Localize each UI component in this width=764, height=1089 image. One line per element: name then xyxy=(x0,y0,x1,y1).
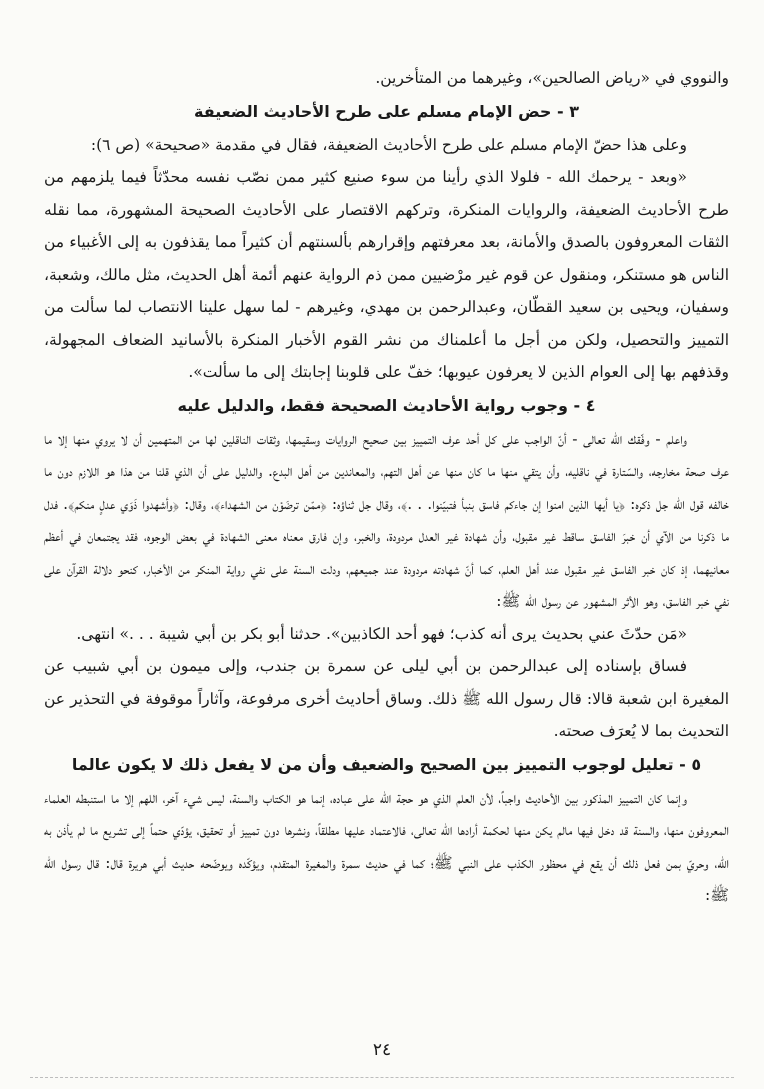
section-heading-4: ٤ - وجوب رواية الأحاديث الصحيحة فقط، والدليل عليه xyxy=(177,395,596,415)
paragraph-muslim-intro: وعلى هذا حضّ الإمام مسلم على طرح الأحاديث الضعيفة، فقال في مقدمة «صحيحة» (ص ٦): xyxy=(90,135,687,154)
bottom-dashed-divider xyxy=(30,1077,734,1078)
paragraph-obligation: واعلم - وفّقك الله تعالى - أنّ الواجب على كل أحد عرف التمييز بين صحيح الروايات وسقيمها، وثقات الناقلين لها من المتهمين أن لا يروي منها إلا ما عرف صحة مخارجه، والسّتارة في ناقليه، وأن يتقي منها ما كان منها عن أهل التهم، والمعاندين من أهل البدع. والدليل على أن الذي قلنا من هذا هو اللازم دون ما خالفه قول الله جل ذكره: ﴿يا أيها الذين امنوا إن جاءكم فاسق بنبأ فتبيّنوا. . .﴾، وقال جل ثناؤه: ﴿ممّن ترضَوْن من الشهداء﴾، وقال: ﴿وأشهدوا ذَوَي عدلٍ منكم﴾. فدل ما ذكرنا من الآي أن خبرَ الفاسق ساقط غير مقبول، وأن شهادة غير العدل مردودة، والخبر، وإن فارق معناه معنى الشهادة في بعض الوجوه، فقد يجتمعان في أعظم معانيهما، إذ كان خبر الفاسق غير مقبول عند أهل العلم، كما أنّ شهادته مردودة عند جميعهم، ودلت السنة على نفي رواية المنكر من الأخبار، كنحو دلالة القرآن على نفي خبر الفاسق، وهو الأثر المشهور عن رسول الله ﷺ: xyxy=(44,429,729,610)
paragraph-reasoning: وإنما كان التمييز المذكور بين الأحاديث واجباً، لأن العلم الذي هو حجة الله على عباده، إنما هو الكتاب والسنة، ليس شيء آخر، اللهم إلا ما استنبطه العلماء المعروفون منها، والسنة قد دخل فيها مالم يكن منها لحكمة أرادها الله تعالى، فالاعتماد عليها مطلقاً، ونشرها دون تمييز أو تحقيق، يؤدّي حتماً إلى تشريع ما لم يأذن به الله، وحريّ بمن فعل ذلك أن يقع في محظور الكذب على النبي ﷺ؛ كما في حديث سمرة والمغيرة المتقدم، ويؤكّده ويوضّحه حديث أبي هريرة قال: قال رسول الله ﷺ: xyxy=(44,788,729,904)
page-body xyxy=(44,62,729,1072)
paragraph-chains: فساق بإسناده إلى عبدالرحمن بن أبي ليلى عن سمرة بن جندب، وإلى ميمون بن أبي شبيب عن المغيرة ابن شعبة قالا: قال رسول الله ﷺ ذلك. وساق أحاديث أخرى مرفوعة، وآثاراً موقوفة في التحذير عن التحديث بما لا يُعرَف صحته. xyxy=(44,657,729,740)
section-heading-3: ٣ - حض الإمام مسلم على طرح الأحاديث الضعيفة xyxy=(194,101,579,121)
paragraph-hadith-quote: «مَن حدّثَ عني بحديث يرى أنه كذب؛ فهو أحد الكاذبين». حدثنا أبو بكر بن أبي شيبة . . .» انتهى. xyxy=(76,624,687,643)
paragraph-intro: والنووي في «رياض الصالحين»، وغيرهما من المتأخرين. xyxy=(375,69,729,87)
section-heading-5: ٥ - تعليل لوجوب التمييز بين الصحيح والضعيف وأن من لا يفعل ذلك لا يكون عالما xyxy=(71,754,702,774)
paragraph-muslim-quote: «وبعد - يرحمك الله - فلولا الذي رأينا من سوء صنيع كثير ممن نصّب نفسه محدّثاً فيما يلزمهم من طرح الأحاديث الضعيفة، والروايات المنكرة، وتركهم الاقتصار على الأحاديث الصحيحة المشهورة، مما نقله الثقات المعروفون بالصدق والأمانة، بعد معرفتهم وإقرارهم بألسنتهم أن كثيراً مما يقذفون به إلى الأغبياء من الناس هو مستنكر، ومنقول عن قوم غير مرْضيين ممن ذم الرواية عنهم أئمة أهل الحديث، مثل مالك، وشعبة، وسفيان، ويحيى بن سعيد القطّان، وعبدالرحمن بن مهدي، وغيرهم - لما سهل علينا الانتصاب لما سألت من التمييز والتحصيل، ولكن من أجل ما أعلمناك من نشر القوم الأخبار المنكرة بالأسانيد الضعاف المجهولة، وقذفهم بها إلى العوام الذين لا يعرفون عيوبها؛ خفّ على قلوبنا إجابتك إلى ما سألت». xyxy=(44,168,729,381)
page-number: ٢٤ xyxy=(372,1040,392,1060)
